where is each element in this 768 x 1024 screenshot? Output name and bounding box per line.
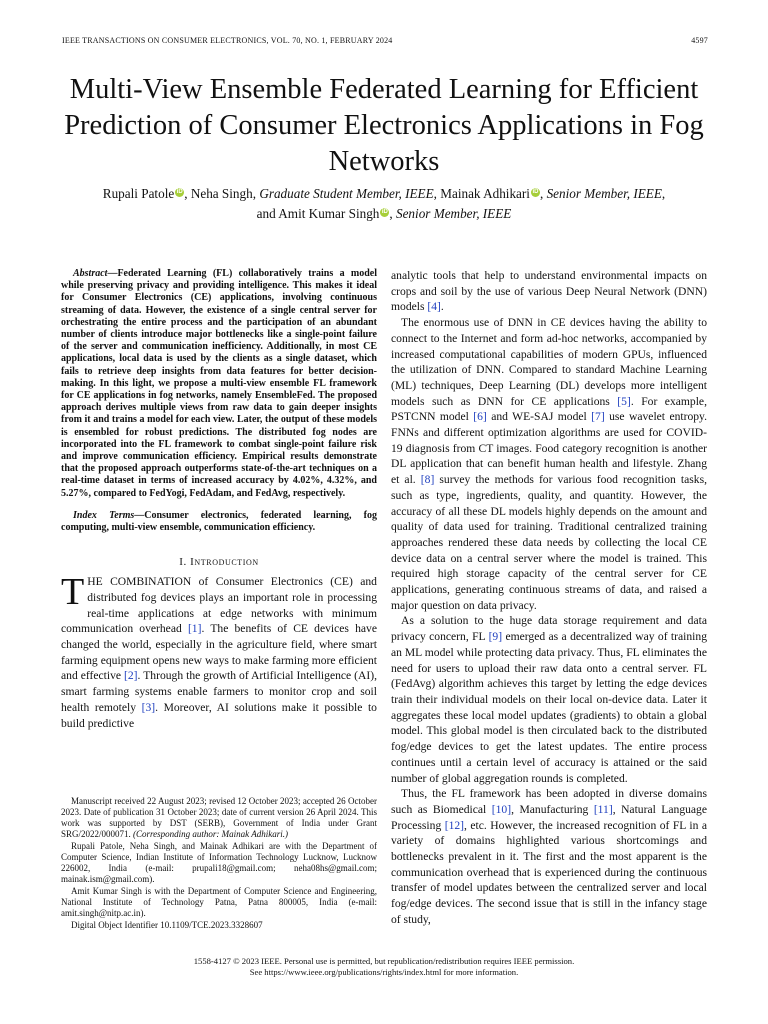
body-text: . (440, 300, 444, 314)
body-text: . The benefits of CE devices have changed the world, especially in the agriculture field, where smart farming equipment opens new ways to make farming more efficient and effective (61, 622, 377, 683)
copyright-line: 1558-4127 © 2023 IEEE. Personal use is permitted, but republication/redistribution requires IEEE permission. (193, 956, 575, 966)
author-name: Neha Singh (190, 186, 253, 201)
paper-title: Multi-View Ensemble Federated Learning for Efficient Prediction of Consumer Electronics Applications in Fog Networks (64, 74, 704, 177)
citation-link[interactable]: [3] (141, 700, 156, 714)
lead-in: HE COMBINATION (87, 575, 192, 589)
author-name: Rupali Patole (102, 186, 175, 201)
doi[interactable]: Digital Object Identifier 10.1109/TCE.2023.3328607 (71, 920, 263, 930)
citation-link[interactable]: [2] (124, 669, 138, 683)
citation-link[interactable]: [5] (617, 394, 631, 408)
body-text: . Through the growth of Artificial Intelligence (AI), smart farming systems enable farmers to monitor crop and soil health remotely (61, 669, 378, 714)
citation-link[interactable]: [12] (444, 818, 465, 832)
author-name: Mainak Adhikari (440, 186, 530, 201)
body-text: . Moreover, AI solutions make it possible to build predictive (61, 700, 377, 730)
body-text: . For example, PSTCNN model (391, 394, 707, 424)
orcid-icon[interactable]: iD (381, 209, 388, 215)
body-text: Thus, the FL framework has been adopted in diverse domains such as Biomedical (391, 787, 707, 816)
body-text: , Manufacturing (511, 802, 594, 816)
footnote-manuscript (61, 796, 377, 840)
orcid-icon[interactable]: iD (176, 189, 183, 195)
footnote-affiliation: Amit Kumar Singh is with the Department of Computer Science and Engineering, National Institute of Technology Patna, Patna 800005, India (e-mail: amit.singh@nitp.ac.in). (61, 886, 377, 918)
copyright-notice (60, 956, 708, 978)
citation-link[interactable]: [11] (593, 802, 613, 816)
running-header (62, 36, 708, 45)
journal-name: IEEE TRANSACTIONS ON CONSUMER ELECTRONICS, VOL. 70, NO. 1, FEBRUARY 2024 (62, 36, 393, 45)
body-text: , Natural Language Processing (391, 802, 707, 832)
author-name: Amit Kumar Singh (278, 206, 380, 221)
page-number: 4597 (691, 36, 708, 45)
body-text: As a solution to the huge data storage requirement and data privacy concern, FL (391, 614, 707, 644)
body-text: , etc. However, the increased recognition of FL in a variety of domains highlighted various shortcomings and bottlenecks prevalent in it. The first and the most apparent is the communication overhead that is experienced during the continuous transfer of model updates between the centralized server and local fog/edge devices. The second issue that is still in the infancy stage of study, (391, 818, 708, 926)
abstract-text: —Federated Learning (FL) collaboratively trains a model while preserving privacy and providing intelligence. This makes it ideal for Consumer Electronics (CE) applications, involving continuous streaming of data. However, the existence of a single central server for orchestrating the entire process and the participation of an abundant number of clients introduce major bottlenecks like a single-point failure of the server and communication inefficiency. Additionally, in most CE applications, local data is used by the clients as a single dataset, which fails to retrieve deep insights from data features for better decision-making. In this light, we propose a multi-view ensemble FL framework for CE applications in fog networks, namely EnsembleFed. The proposed approach derives multiple views from raw data to gain deeper insights from it and trains a model for each view. Later, the output of these models is ensembled for robust predictions. The distributed fog nodes are incorporated into the FL framework to combat single-point failure risk and improve communication efficiency. Empirical results demonstrate that the proposed approach outperforms state-of-the-art techniques on a real-time dataset in terms of increased accuracy by 4.02%, 4.32%, and 5.27%, compared to FedYogi, FedAdam, and FedAvg, respectively. (61, 268, 377, 499)
body-text: The enormous use of DNN in CE devices having the ability to connect to the Internet and form ad-hoc networks, accompanied by increased computational capabilities of modern GPUs, influenced the utilization of DNN. Compared to standard Machine Learning (ML) techniques, Deep Learning (DL) develops more intelligent models such as DNN for CE applications (391, 316, 707, 408)
body-text: emerged as a decentralized way of training an ML model while protecting data privacy. Thus, FL eliminates the need for users to upload their raw data onto a central server. FL (FedAvg) algorithm achieves this target by letting the edge devices train their individual models on their local on-device data. Later it aggregates these local model updates (gradients) to obtain a global model. This global model is then circulated back to the distributed fog/edge devices to get the latest updates. The entire process continues until a certain level of accuracy is attained or the said number of global aggregation rounds is completed. (391, 630, 707, 785)
author-role: Graduate Student Member, IEEE (259, 186, 434, 201)
citation-link[interactable]: [1] (187, 622, 202, 636)
index-terms-text: —Consumer electronics, federated learning, fog computing, multi-view ensemble, communication efficiency. (61, 509, 377, 534)
drop-cap: T (61, 571, 85, 614)
author-conjunction: and (256, 206, 276, 221)
rights-link[interactable]: See https://www.ieee.org/publications/rights/index.html for more information. (249, 967, 519, 977)
corresponding-author: (Corresponding author: Mainak Adhikari.) (133, 829, 289, 839)
orcid-icon[interactable]: iD (532, 189, 539, 195)
abstract (61, 268, 377, 500)
footnotes (61, 796, 377, 932)
body-text: use wavelet entropy. FNNs and different optimization algorithms are used for COVID-19 diagnosis from CT images. Food category recognition is another DL application that can benefit human health and lifestyle. Zhang et al. (391, 410, 707, 487)
body-text: survey the methods for various food recognition tasks, such as type, ingredients, quality, and quantity. However, the accuracy of all these DL models highly depends on the amount and quality of data used for training. Traditional centralized training approaches rendered these data needs by collecting the local CE device data on a central server where the model is trained. This required high storage capacity of the central server for CE applications, generating continuous streams of data, and raised a major question on data privacy. (391, 473, 707, 612)
citation-link[interactable]: [4] (427, 300, 441, 314)
index-terms (61, 510, 377, 534)
right-column (391, 268, 707, 928)
body-paragraph (391, 613, 707, 786)
footnote-text: Manuscript received 22 August 2023; revised 12 October 2023; accepted 26 October 2023. Date of publication 31 October 2023; date of current version 26 April 2024. This work was supported by DST (SERB), Government of India under Grant SRG/2022/000071. (61, 796, 377, 839)
body-paragraph (391, 268, 707, 315)
citation-link[interactable]: [9] (488, 630, 503, 644)
citation-link[interactable]: [7] (591, 410, 605, 424)
citation-link[interactable]: [8] (420, 473, 435, 487)
body-text: of Consumer Electronics (CE) and distributed fog devices plays an important role in processing real-time applications at edge networks with minimum communication overhead (61, 575, 377, 636)
body-text: analytic tools that help to understand environmental impacts on crops and soil by the use of various Deep Neural Network (DNN) models (391, 269, 707, 314)
body-paragraph (391, 786, 707, 927)
citation-link[interactable]: [10] (491, 802, 512, 816)
index-terms-label: Index Terms (73, 509, 135, 521)
left-column (61, 268, 377, 731)
body-paragraph (391, 315, 707, 613)
abstract-label: Abstract (73, 268, 108, 279)
intro-paragraph (61, 571, 378, 731)
body-text: and WE-SAJ model (486, 410, 592, 424)
footnote-affiliation: Rupali Patole, Neha Singh, and Mainak Adhikari are with the Department of Computer Science, Indian Institute of Information Technology Lucknow, Lucknow 226002, India (e-mail: prupali18@gmail.com; neha08hs@gmail.com; mainak.ism@gmail.com). (61, 841, 377, 884)
section-heading: I. Introduction (179, 556, 259, 569)
author-role: Senior Member, IEEE (395, 206, 512, 221)
author-role: Senior Member, IEEE (546, 186, 662, 201)
citation-link[interactable]: [6] (473, 410, 487, 424)
author-list: Rupali Patole iD , Neha Singh, Graduate Student Member, IEEE, Mainak Adhikari iD , Senior Member, IEEE, and Amit Kumar Singh iD , Senior Member, IEEE (102, 186, 666, 221)
